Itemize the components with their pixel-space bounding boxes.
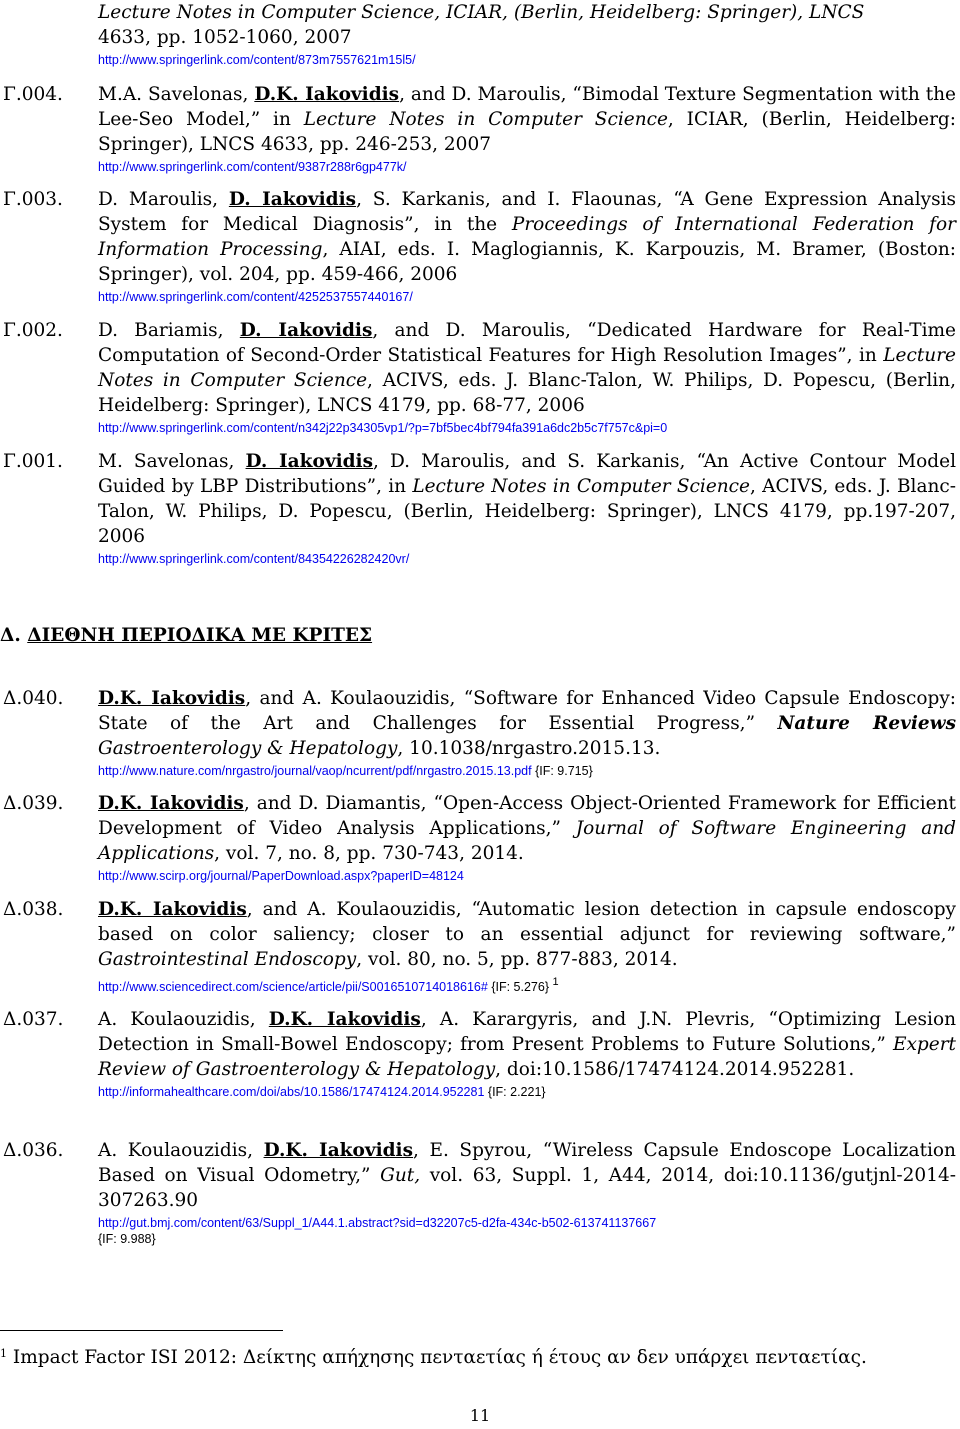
footnote-mark: 1 [0, 1347, 7, 1360]
entry-venue: Expert Review of Gastroenterology & Hepatology [98, 1034, 956, 1080]
entry-citation [98, 82, 956, 175]
entry-citation [98, 1138, 956, 1247]
entry-venue: Gastroenterology & Hepatology [98, 738, 398, 759]
footnote [0, 1341, 867, 1370]
entry-title: , and A. Koulaouzidis, “Automatic lesion detection in capsule endoscopy based on color saliency; closer to an essential adjunct for reviewing software,” [98, 899, 956, 945]
entry-highlight-author: D. Iakovidis [228, 189, 357, 210]
entry-details: , 10.1038/nrgastro.2015.13. [397, 738, 661, 759]
entry-venue-bold: Nature Reviews [777, 713, 956, 734]
top-fragment-url[interactable]: http://www.springerlink.com/content/873m7557621m15l5/ [98, 53, 416, 67]
entry-title: , S. Karkanis, and I. Flaounas, “A Gene Expression Analysis System for Medical Diagnosis”, in the [98, 189, 956, 235]
entry-details: , AIAI, eds. I. Maglogiannis, K. Karpouzis, M. Bramer, (Boston: Springer), vol. 204, pp. 459-466, 2006 [98, 239, 956, 285]
entry-url[interactable]: http://www.springerlink.com/content/9387r288r6gp477k/ [98, 160, 407, 174]
entry-highlight-author: D. Iakovidis [245, 451, 373, 472]
footnote-text: Impact Factor ISI 2012: Δείκτης απήχησης πενταετίας ή έτους αν δεν υπάρχει πενταετίας. [7, 1347, 867, 1368]
top-fragment-pages: 4633, pp. 1052-1060, 2007 [98, 27, 352, 48]
entry-authors-pre: M. Savelonas, [98, 451, 246, 472]
entry-citation [98, 1007, 956, 1100]
entry-highlight-author: D.K. Iakovidis [254, 84, 400, 105]
entry-number: Γ.004. [3, 84, 63, 105]
entry-details: , vol. 80, no. 5, pp. 877-883, 2014. [356, 949, 678, 970]
entry-number: Δ.040. [3, 688, 64, 709]
entry-number: Δ.039. [3, 793, 64, 814]
entry-highlight-author: D.K. Iakovidis [98, 688, 246, 709]
entry-details: , ACIVS, eds. J. Blanc-Talon, W. Philips, D. Popescu, (Berlin, Heidelberg: Springer), LNCS 4179, pp. 68-77, 2006 [98, 370, 956, 416]
footnote-reference[interactable]: 1 [552, 976, 559, 988]
entry-authors-pre: A. Koulaouzidis, [98, 1009, 269, 1030]
entry-venue: Gut, [380, 1165, 421, 1186]
entry-title: , A. Karargyris, and J.N. Plevris, “Optimizing Lesion Detection in Small-Bowel Endoscopy; from Present Problems to Future Solutions,” [98, 1009, 957, 1055]
entry-citation [98, 791, 956, 884]
entry-url[interactable]: http://gut.bmj.com/content/63/Suppl_1/A44.1.abstract?sid=d32207c5-d2fa-434c-b502-613741137667 [98, 1216, 657, 1230]
top-fragment-venue: Lecture Notes in Computer Science, ICIAR, (Berlin, Heidelberg: Springer), LNCS [98, 2, 865, 23]
entry-number: Γ.001. [3, 451, 63, 472]
entry-impact-factor: {IF: 5.276} [491, 980, 549, 994]
entry-url[interactable]: http://www.springerlink.com/content/n342j22p34305vp1/?p=7bf5bec4bf794fa391a6dc2b5c7f757c&pi=0 [98, 421, 668, 435]
entry-highlight-author: D.K. Iakovidis [268, 1009, 421, 1030]
top-fragment-text [98, 0, 956, 68]
entry-highlight-author: D.K. Iakovidis [98, 899, 247, 920]
entry-citation [98, 686, 956, 779]
entry-details: , ICIAR, (Berlin, Heidelberg: Springer), LNCS 4633, pp. 246-253, 2007 [98, 109, 956, 155]
entry-url[interactable]: http://www.nature.com/nrgastro/journal/vaop/ncurrent/pdf/nrgastro.2015.13.pdf [98, 764, 532, 778]
entry-url[interactable]: http://www.springerlink.com/content/84354226282420vr/ [98, 552, 410, 566]
entry-title: , and D. Maroulis, “Dedicated Hardware for Real-Time Computation of Second-Order Statistical Features for High Resolution Images”, in [98, 320, 956, 366]
entry-number: Γ.003. [3, 189, 63, 210]
entry-number: Δ.036. [3, 1140, 64, 1161]
entry-impact-factor: {IF: 2.221} [487, 1085, 546, 1099]
entry-authors-pre: D. Maroulis, [98, 189, 229, 210]
entry-title: , and D. Diamantis, “Open-Access Object-Oriented Framework for Efficient Development of Video Analysis Applications,” [98, 793, 956, 839]
entry-url[interactable]: http://www.scirp.org/journal/PaperDownload.aspx?paperID=48124 [98, 869, 464, 883]
entry-citation [98, 897, 956, 995]
entry-title: , and A. Koulaouzidis, “Software for Enhanced Video Capsule Endoscopy: State of the Art and Challenges for Essential Progress,” [98, 688, 956, 734]
entry-details: , doi:10.1586/17474124.2014.952281. [495, 1059, 855, 1080]
entry-citation [98, 187, 956, 305]
entry-venue: Lecture Notes in Computer Science [412, 476, 750, 497]
entry-details: vol. 63, Suppl. 1, A44, 2014, doi:10.1136/gutjnl-2014-307263.90 [98, 1165, 956, 1211]
entry-details: , vol. 7, no. 8, pp. 730-743, 2014. [214, 843, 524, 864]
section-heading [0, 625, 372, 646]
entry-title: , and D. Maroulis, “Bimodal Texture Segmentation with the Lee-Seo Model,” in [98, 84, 956, 130]
section-heading-title: ΔΙΕΘΝΗ ΠΕΡΙΟΔΙΚΑ ΜΕ ΚΡΙΤΕΣ [27, 625, 373, 646]
entry-venue: Proceedings of International Federation for Information Processing [98, 214, 956, 260]
entry-highlight-author: D.K. Iakovidis [98, 793, 244, 814]
entry-citation [98, 318, 956, 436]
entry-number: Δ.038. [3, 899, 64, 920]
entry-impact-factor: {IF: 9.715} [535, 764, 593, 778]
footnote-divider [0, 1330, 283, 1331]
entry-authors-pre: A. Koulaouzidis, [98, 1140, 264, 1161]
entry-impact-factor: {IF: 9.988} [98, 1232, 156, 1246]
entry-url[interactable]: http://informahealthcare.com/doi/abs/10.1586/17474124.2014.952281 [98, 1085, 485, 1099]
entry-venue: Journal of Software Engineering and Applications [98, 818, 956, 864]
entry-highlight-author: D. Iakovidis [239, 320, 373, 341]
entry-authors-pre: D. Bariamis, [98, 320, 240, 341]
entry-details: , ACIVS, eds. J. Blanc-Talon, W. Philips, D. Popescu, (Berlin, Heidelberg: Springer), LNCS 4179, pp.197-207, 2006 [98, 476, 957, 547]
entry-venue: Gastrointestinal Endoscopy [98, 949, 357, 970]
entry-url[interactable]: http://www.springerlink.com/content/4252537557440167/ [98, 290, 413, 304]
entry-title: , D. Maroulis, and S. Karkanis, “An Active Contour Model Guided by LBP Distributions”, in [98, 451, 956, 497]
entry-venue: Lecture Notes in Computer Science [303, 109, 668, 130]
entry-number: Δ.037. [3, 1009, 64, 1030]
entry-highlight-author: D.K. Iakovidis [263, 1140, 413, 1161]
entry-title: , E. Spyrou, “Wireless Capsule Endoscope Localization Based on Visual Odometry,” [98, 1140, 956, 1186]
page-number: 11 [469, 1406, 491, 1425]
entry-citation [98, 449, 956, 567]
entry-number: Γ.002. [3, 320, 63, 341]
entry-url[interactable]: http://www.sciencedirect.com/science/article/pii/S0016510714018616# [98, 980, 488, 994]
section-heading-prefix: Δ. [0, 625, 28, 646]
entry-venue: Lecture Notes in Computer Science [98, 345, 956, 391]
entry-authors-pre: M.A. Savelonas, [98, 84, 255, 105]
